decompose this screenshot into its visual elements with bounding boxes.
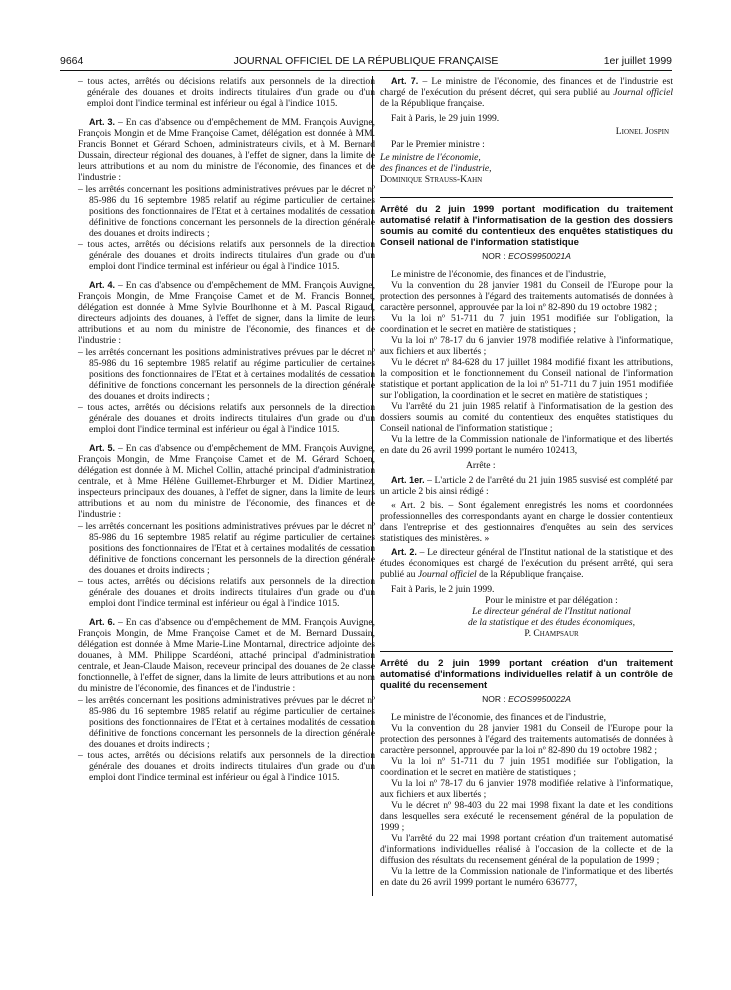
visa-item: Vu l'arrêté du 21 juin 1985 relatif à l'informatisation de la gestion des dossiers soumis au comité du contentieux des enquêtes statistiques du Conseil national de l'information statistique ; bbox=[380, 401, 673, 434]
article-label: Art. 2. bbox=[391, 547, 417, 557]
signature-pour: Pour le ministre et par délégation : bbox=[485, 595, 618, 606]
article-text: – En cas d'absence ou d'empêchement de MM. François Auvigne, François Mongin, de Mme Françoise Camet et de M. Bernard Dussain, délégation est donnée à Mme Marie-Line Montarnal, directrice adjointe des douanes, à MM. Philippe Scardéoni, attaché principal d'administration centrale, et Jean-Claude Maison, receveur principal des douanes de 2e classe fonctionnelle, à l'effet de signer, dans la limite de leurs attributions et au nom du ministre de l'économie, des finances et de l'industrie : bbox=[78, 617, 375, 694]
visa-item: Vu la loi nº 51-711 du 7 juin 1951 modifiée sur l'obligation, la coordination et le secret en matière de statistiques ; bbox=[380, 756, 673, 778]
issue-date: 1er juillet 1999 bbox=[603, 55, 672, 67]
article-text: – En cas d'absence ou d'empêchement de MM. François Auvigne, François Mongin, de Mme Françoise Camet et de M. Gérard Schoen, délégation est donnée à M. Michel Collin, attaché principal d'administration centrale, et à Mme Hélène Guillemet-Ehrburger et M. Didier Martinez, inspecteurs principaux des douanes, à l'effet de signer, dans la limite de leurs attributions et au nom du ministre de l'économie, des finances et de l'industrie : bbox=[78, 443, 375, 520]
signature-block bbox=[380, 595, 673, 639]
dash-item: – les arrêtés concernant les positions administratives prévues par le décret nº 85-986 du 16 septembre 1985 relatif au régime particulier de certaines positions des fonctionnaires de l'Etat et à certaines modalités de cessation définitive de fonctions concernant les personnels de la direction générale des douanes et droits indirects ; bbox=[78, 347, 375, 402]
visa-item: Vu la convention du 28 janvier 1981 du Conseil de l'Europe pour la protection des personnes à l'égard des traitements automatisés de données à caractère personnel, approuvée par la loi nº 82-890 du 19 octobre 1982 ; bbox=[380, 280, 673, 313]
lead-dash-item: – tous actes, arrêtés ou décisions relatifs aux personnels de la direction générale des douanes et droits indirects titulaires d'un grade ou d'un emploi dont l'indice terminal est inférieur ou égal à l'indice 1015. bbox=[78, 76, 375, 109]
arrete-intro: Le ministre de l'économie, des finances et de l'industrie, bbox=[391, 269, 606, 280]
dash-item: – tous actes, arrêtés ou décisions relatifs aux personnels de la direction générale des douanes et droits indirects titulaires d'un grade ou d'un emploi dont l'indice terminal est inférieur ou égal à l'indice 1015. bbox=[78, 402, 375, 435]
signatory-name: Lionel Jospin bbox=[615, 126, 669, 137]
article-2: Art. 2. – Le directeur général de l'Institut national de la statistique et des études économiques est chargé de l'exécution du présent arrêté, qui sera publié au Journal officiel de la République française. bbox=[380, 547, 673, 580]
dash-item: – les arrêtés concernant les positions administratives prévues par le décret nº 85-986 du 16 septembre 1985 relatif au régime particulier de certaines positions des fonctionnaires de l'Etat et à certaines modalités de cessation définitive de fonctions concernant les personnels de la direction générale des douanes et droits indirects ; bbox=[78, 521, 375, 576]
left-column bbox=[78, 76, 375, 783]
arrete-intro: Le ministre de l'économie, des finances et de l'industrie, bbox=[391, 712, 606, 723]
fait-a-paris: Fait à Paris, le 2 juin 1999. bbox=[391, 584, 495, 595]
article-3 bbox=[78, 117, 375, 272]
page-number: 9664 bbox=[60, 55, 84, 67]
arrete-title: Arrêté du 2 juin 1999 portant création d'un traitement automatisé d'informations individuelles relatif à un contrôle de qualité du recensement bbox=[380, 651, 673, 691]
article-label: Art. 1er. bbox=[391, 475, 425, 485]
signature-name: P. Champsaur bbox=[524, 628, 579, 639]
article-6 bbox=[78, 617, 375, 783]
nor-reference: NOR : ECOS9950022A bbox=[482, 694, 571, 704]
minister-name: Dominique Strauss-Kahn bbox=[380, 174, 483, 185]
signature-title: de la statistique et des études économiques, bbox=[467, 617, 636, 628]
dash-item: – les arrêtés concernant les positions administratives prévues par le décret nº 85-986 du 16 septembre 1985 relatif au régime particulier de certaines positions des fonctionnaires de l'Etat et à certaines modalités de cessation définitive de fonctions concernant les personnels de la direction générale des douanes et droits indirects ; bbox=[78, 184, 375, 239]
dash-item: – tous actes, arrêtés ou décisions relatifs aux personnels de la direction générale des douanes et droits indirects titulaires d'un grade ou d'un emploi dont l'indice terminal est inférieur ou égal à l'indice 1015. bbox=[78, 239, 375, 272]
article-label: Art. 5. bbox=[89, 443, 116, 453]
journal-title: JOURNAL OFFICIEL DE LA RÉPUBLIQUE FRANÇAISE bbox=[233, 55, 499, 67]
visa-item: Vu la loi nº 78-17 du 6 janvier 1978 modifiée relative à l'informatique, aux fichiers et aux libertés ; bbox=[380, 335, 673, 357]
article-4 bbox=[78, 280, 375, 435]
article-label: Art. 6. bbox=[89, 617, 116, 627]
article-text: – En cas d'absence ou d'empêchement de MM. François Auvigne, François Mongin et de Mme Françoise Camet, délégation est donnée à MM. Francis Bonnet et Gérard Schoen, administrateurs civils, et à M. Bernard Dussain, directeur régional des douanes, à l'effet de signer, dans la limite de leurs attributions et au nom du ministre de l'économie, des finances et de l'industrie : bbox=[78, 117, 375, 183]
article-text: – En cas d'absence ou d'empêchement de MM. François Auvigne, François Mongin, de Mme Françoise Camet et de M. Francis Bonnet, délégation est donnée à Mme Sylvie Bourlhonne et à M. Pascal Rigaud, directeurs adjoints des douanes, à l'effet de signer, dans la limite de leurs attributions et au nom du ministre de l'économie, des finances et de l'industrie : bbox=[78, 280, 375, 346]
visa-item: Vu la loi nº 51-711 du 7 juin 1951 modifiée sur l'obligation, la coordination et le secret en matière de statistiques ; bbox=[380, 313, 673, 335]
visa-item: Vu l'arrêté du 22 mai 1998 portant création d'un traitement automatisé d'informations individuelles réalisé à l'occasion de la collecte et de la diffusion des résultats du recensement général de la population de 1999 ; bbox=[380, 833, 673, 866]
arrete-title: Arrêté du 2 juin 1999 portant modification du traitement automatisé relatif à l'informatisation de la gestion des dossiers soumis au comité du contentieux des enquêtes statistiques du Conseil national de l'information statistique bbox=[380, 197, 673, 248]
minister-title: des finances et de l'industrie, bbox=[380, 163, 492, 174]
article-label: Art. 4. bbox=[89, 280, 116, 290]
article-5 bbox=[78, 443, 375, 609]
article-7: Art. 7. – Le ministre de l'économie, des finances et de l'industrie est chargé de l'exécution du présent décret, qui sera publié au Journal officiel de la République française. bbox=[380, 76, 673, 109]
page-header bbox=[60, 54, 672, 68]
quoted-article: « Art. 2 bis. – Sont également enregistrés les noms et coordonnées professionnelles des correspondants ayant en charge le dossier contentieux dans l'entreprise et des gestionnaires d'enquêtes au sein des services statistiques des ministères. » bbox=[380, 500, 673, 544]
par-le-premier-ministre: Par le Premier ministre : bbox=[391, 139, 485, 150]
signature-title: Le directeur général de l'Institut national bbox=[472, 606, 631, 617]
article-label: Art. 3. bbox=[89, 117, 116, 127]
visa-item: Vu le décret nº 98-403 du 22 mai 1998 fixant la date et les conditions dans lesquelles sera exécuté le recensement général de la population de 1999 ; bbox=[380, 800, 673, 833]
dash-item: – tous actes, arrêtés ou décisions relatifs aux personnels de la direction générale des douanes et droits indirects titulaires d'un grade ou d'un emploi dont l'indice terminal est inférieur ou égal à l'indice 1015. bbox=[78, 750, 375, 783]
dash-item: – tous actes, arrêtés ou décisions relatifs aux personnels de la direction générale des douanes et droits indirects titulaires d'un grade ou d'un emploi dont l'indice terminal est inférieur ou égal à l'indice 1015. bbox=[78, 576, 375, 609]
dash-item: – les arrêtés concernant les positions administratives prévues par le décret nº 85-986 du 16 septembre 1985 relatif au régime particulier de certaines positions des fonctionnaires de l'Etat et à certaines modalités de cessation définitive de fonctions concernant les personnels de la direction générale des douanes et droits indirects ; bbox=[78, 695, 375, 750]
visa-item: Vu la lettre de la Commission nationale de l'informatique et des libertés en date du 26 avril 1999 portant le numéro 102413, bbox=[380, 434, 673, 456]
header-rule bbox=[60, 70, 672, 71]
visa-item: Vu la convention du 28 janvier 1981 du Conseil de l'Europe pour la protection des personnes à l'égard des traitements automatisés de données à caractère personnel, approuvée par la loi nº 82-890 du 19 octobre 1982 ; bbox=[380, 723, 673, 756]
visa-item: Vu le décret nº 84-628 du 17 juillet 1984 modifié fixant les attributions, la composition et le fonctionnement du Conseil national de l'information statistique et portant application de la loi nº 51-711 du 7 juin 1951 modifiée sur l'obligation, la coordination et le secret en matière de statistiques ; bbox=[380, 357, 673, 401]
visa-item: Vu la lettre de la Commission nationale de l'informatique et des libertés en date du 26 avril 1999 portant le numéro 636777, bbox=[380, 866, 673, 888]
visa-item: Vu la loi nº 78-17 du 6 janvier 1978 modifiée relative à l'informatique, aux fichiers et aux libertés ; bbox=[380, 778, 673, 800]
fait-a-paris: Fait à Paris, le 29 juin 1999. bbox=[391, 113, 500, 124]
arrete-word: Arrête : bbox=[466, 460, 496, 471]
right-column bbox=[380, 76, 673, 888]
article-label: Art. 7. bbox=[391, 76, 419, 86]
minister-title: Le ministre de l'économie, bbox=[380, 152, 481, 163]
nor-reference: NOR : ECOS9950021A bbox=[482, 251, 571, 261]
article-1: Art. 1er. – L'article 2 de l'arrêté du 21 juin 1985 susvisé est complété par un article 2 bis ainsi rédigé : bbox=[380, 475, 673, 497]
